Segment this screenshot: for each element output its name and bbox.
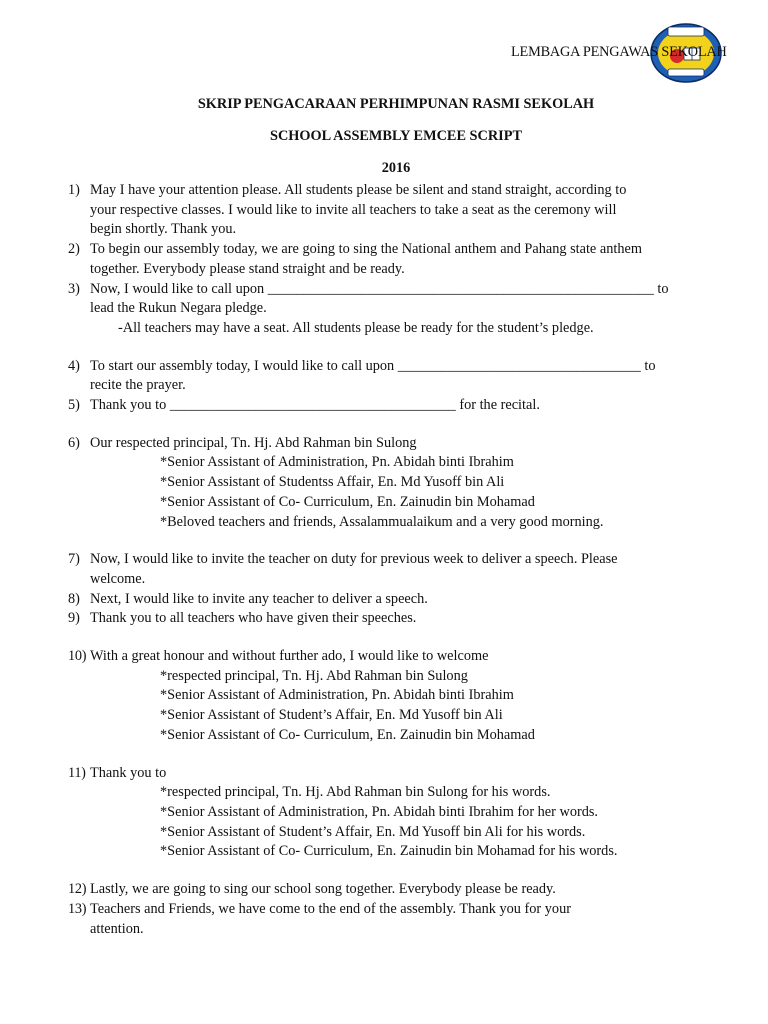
- item-number: 3): [68, 280, 80, 297]
- item-text-line: Teachers and Friends, we have come to the end of the assembly. Thank you for your: [90, 900, 571, 917]
- item-sub-line: *Senior Assistant of Student’s Affair, En. Md Yusoff bin Ali: [160, 707, 503, 724]
- item-sub-line: *respected principal, Tn. Hj. Abd Rahman bin Sulong: [160, 667, 468, 684]
- script-item: [68, 357, 728, 396]
- item-gap: [68, 629, 728, 647]
- document-titles: [0, 94, 768, 190]
- item-note: -All teachers may have a seat. All students please be ready for the student’s pledge.: [118, 319, 594, 336]
- item-gap: [68, 416, 728, 434]
- item-text-line: your respective classes. I would like to invite all teachers to take a seat as the ceremony will: [90, 201, 617, 218]
- item-text-line: Now, I would like to invite the teacher on duty for previous week to deliver a speech. Please: [90, 551, 618, 568]
- item-text-line: welcome.: [90, 570, 146, 587]
- item-number: 1): [68, 182, 80, 198]
- item-sub-line: *Senior Assistant of Administration, Pn. Abidah binti Ibrahim for her words.: [160, 803, 599, 820]
- script-item: [68, 434, 728, 533]
- title-english: SCHOOL ASSEMBLY EMCEE SCRIPT: [270, 128, 522, 144]
- item-sub-line: *Senior Assistant of Co- Curriculum, En. Zainudin bin Mohamad for his words.: [160, 843, 618, 860]
- script-item: [68, 609, 728, 629]
- item-number: 5): [68, 397, 80, 414]
- item-sub-line: *Senior Assistant of Administration, Pn. Abidah binti Ibrahim: [160, 687, 514, 704]
- item-text-line: Thank you to: [90, 764, 167, 781]
- script-item: [68, 550, 728, 589]
- script-item: [68, 396, 728, 416]
- item-text-line: recite the prayer.: [90, 377, 186, 394]
- item-text-line: To start our assembly today, I would like to call upon __________________________________ to: [90, 357, 656, 374]
- organisation-label: LEMBAGA PENGAWAS SEKOLAH: [511, 44, 727, 60]
- item-number: 6): [68, 434, 80, 451]
- item-number: 12): [68, 881, 87, 898]
- script-item: [68, 647, 728, 746]
- item-text-line: May I have your attention please. All students please be silent and stand straight, according to: [90, 182, 627, 198]
- item-text-line: lead the Rukun Negara pledge.: [90, 300, 267, 317]
- item-text-line: To begin our assembly today, we are going to sing the National anthem and Pahang state anthem: [90, 241, 642, 258]
- item-number: 9): [68, 610, 80, 627]
- item-number: 11): [68, 764, 86, 781]
- item-sub-line: *Senior Assistant of Student’s Affair, En. Md Yusoff bin Ali for his words.: [160, 823, 586, 840]
- item-gap: [68, 862, 728, 880]
- item-number: 4): [68, 357, 80, 374]
- item-text-line: Thank you to all teachers who have given their speeches.: [90, 610, 417, 627]
- item-sub-line: *Senior Assistant of Administration, Pn. Abidah binti Ibrahim: [160, 454, 514, 471]
- item-sub-line: *Beloved teachers and friends, Assalammualaikum and a very good morning.: [160, 513, 604, 530]
- item-text-line: Lastly, we are going to sing our school song together. Everybody please be ready.: [90, 881, 556, 898]
- item-number: 8): [68, 590, 80, 607]
- item-number: 2): [68, 241, 80, 258]
- script-item-list: [68, 181, 728, 939]
- item-number: 10): [68, 648, 87, 665]
- script-item: [68, 181, 728, 240]
- item-gap: [68, 339, 728, 357]
- script-item: [68, 240, 728, 279]
- script-item: [68, 280, 728, 339]
- item-text-line: With a great honour and without further ado, I would like to welcome: [90, 648, 489, 665]
- item-sub-line: *Senior Assistant of Co- Curriculum, En. Zainudin bin Mohamad: [160, 726, 535, 743]
- item-text-line: Our respected principal, Tn. Hj. Abd Rahman bin Sulong: [90, 434, 417, 451]
- item-text-line: begin shortly. Thank you.: [90, 221, 237, 238]
- title-malay: SKRIP PENGACARAAN PERHIMPUNAN RASMI SEKOLAH: [197, 96, 595, 112]
- item-text-line: Now, I would like to call upon ______________________________________________________ to: [90, 280, 669, 297]
- item-number: 7): [68, 551, 80, 568]
- item-number: 13): [68, 900, 87, 917]
- title-year: 2016: [381, 160, 411, 176]
- script-item: [68, 764, 728, 863]
- script-item: [68, 880, 728, 900]
- item-gap: [68, 532, 728, 550]
- item-text-line: attention.: [90, 920, 144, 937]
- item-text-line: Next, I would like to invite any teacher to deliver a speech.: [90, 590, 428, 607]
- script-item: [68, 590, 728, 610]
- item-text-line: Thank you to ________________________________________ for the recital.: [90, 397, 540, 414]
- item-sub-line: *respected principal, Tn. Hj. Abd Rahman bin Sulong for his words.: [160, 784, 551, 801]
- item-sub-line: *Senior Assistant of Co- Curriculum, En. Zainudin bin Mohamad: [160, 493, 535, 510]
- item-sub-line: *Senior Assistant of Studentss Affair, En. Md Yusoff bin Ali: [160, 474, 505, 491]
- script-item: [68, 900, 728, 939]
- item-gap: [68, 746, 728, 764]
- item-text-line: together. Everybody please stand straight and be ready.: [90, 260, 405, 277]
